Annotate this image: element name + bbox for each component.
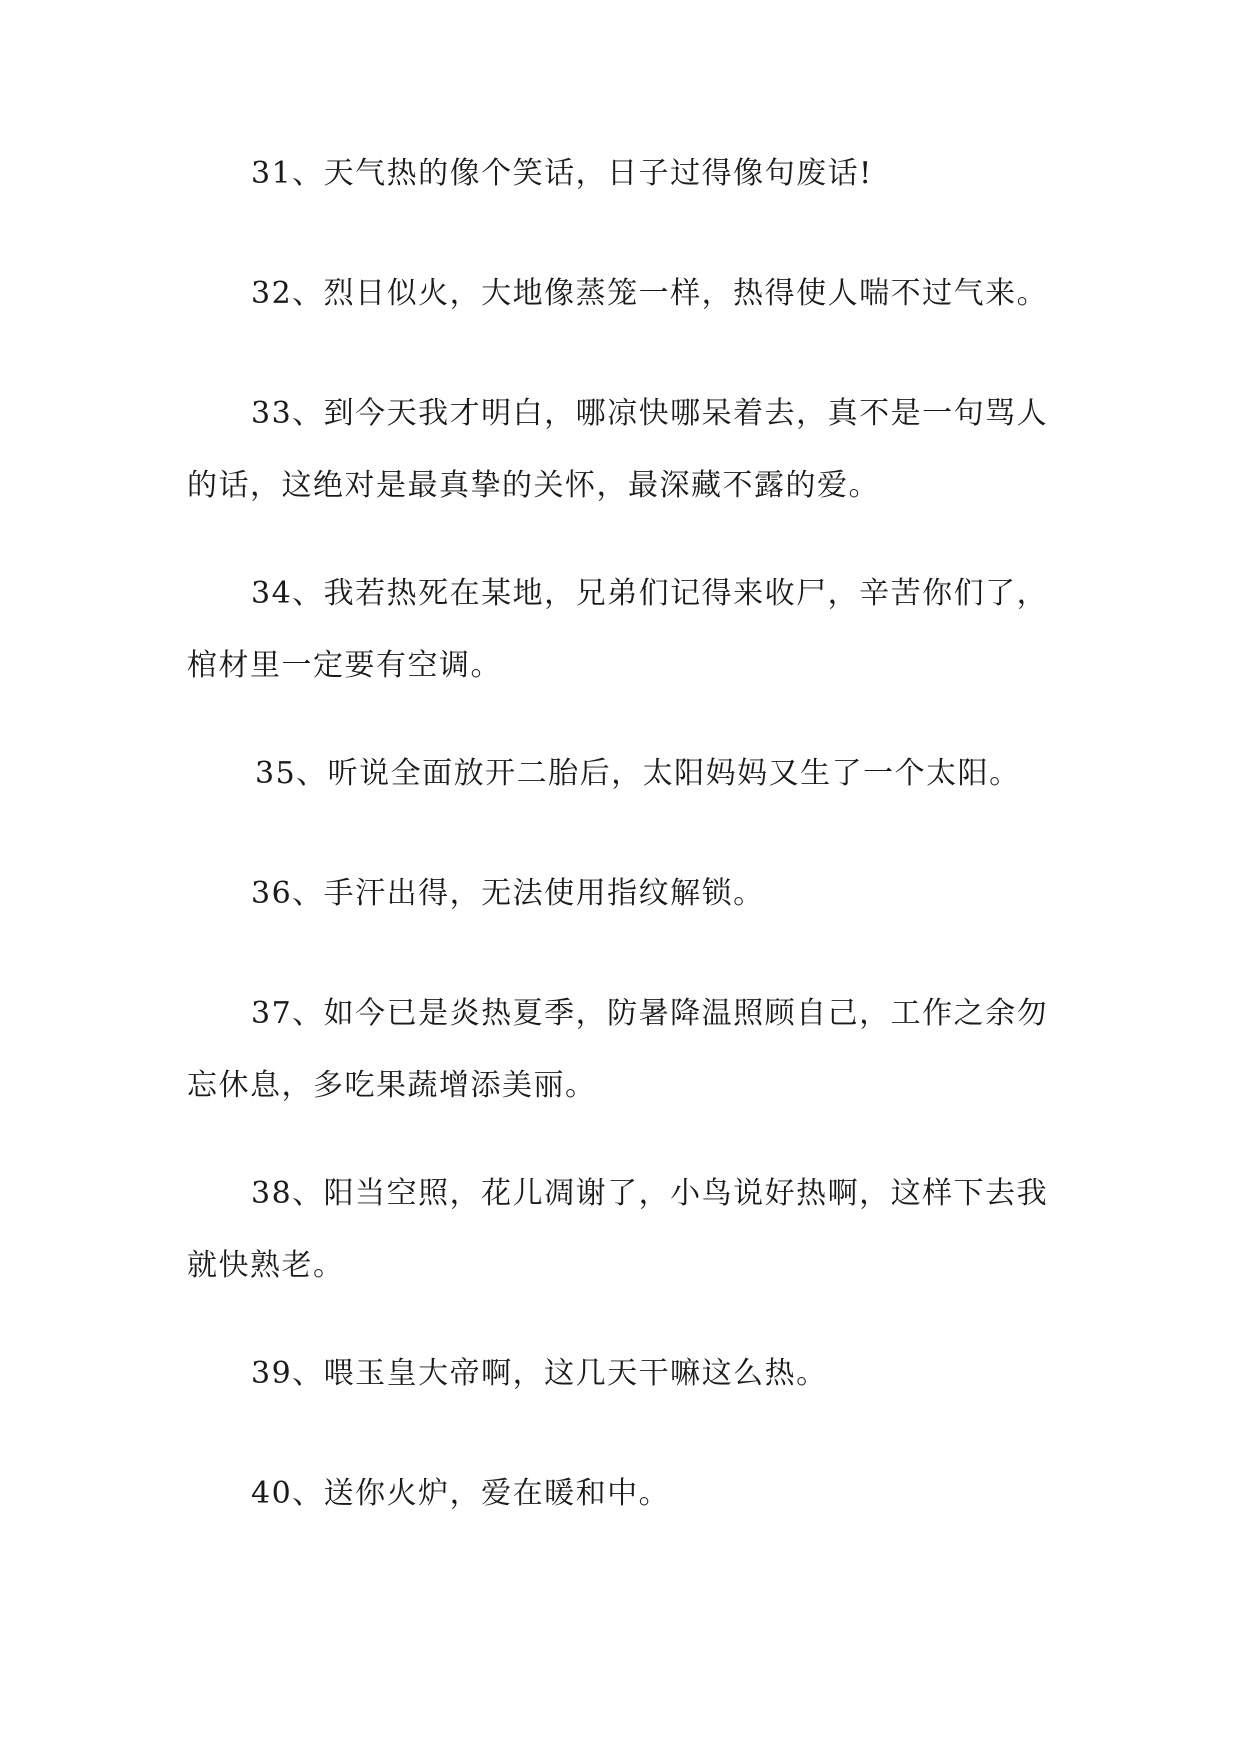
paragraph-34: 34、我若热死在某地，兄弟们记得来收尸，辛苦你们了，棺材里一定要有空调。 bbox=[187, 576, 1049, 683]
paragraph-35: 35、听说全面放开二胎后，太阳妈妈又生了一个太阳。 bbox=[255, 756, 1021, 791]
paragraph-38: 38、阳当空照，花儿凋谢了，小鸟说好热啊，这样下去我就快熟老。 bbox=[187, 1176, 1049, 1283]
paragraph-37: 37、如今已是炎热夏季，防暑降温照顾自己，工作之余勿忘休息，多吃果蔬增添美丽。 bbox=[187, 996, 1049, 1103]
paragraph-31: 31、天气热的像个笑话，日子过得像句废话! bbox=[251, 156, 873, 191]
paragraph-32: 32、烈日似火，大地像蒸笼一样，热得使人喘不过气来。 bbox=[251, 276, 1049, 311]
paragraph-33: 33、到今天我才明白，哪凉快哪呆着去，真不是一句骂人的话，这绝对是最真挚的关怀，最深藏不露的爱。 bbox=[187, 396, 1049, 503]
paragraph-40: 40、送你火炉，爱在暖和中。 bbox=[251, 1476, 671, 1511]
paragraph-39: 39、喂玉皇大帝啊，这几天干嘛这么热。 bbox=[251, 1356, 828, 1391]
paragraph-36: 36、手汗出得，无法使用指纹解锁。 bbox=[251, 876, 765, 911]
